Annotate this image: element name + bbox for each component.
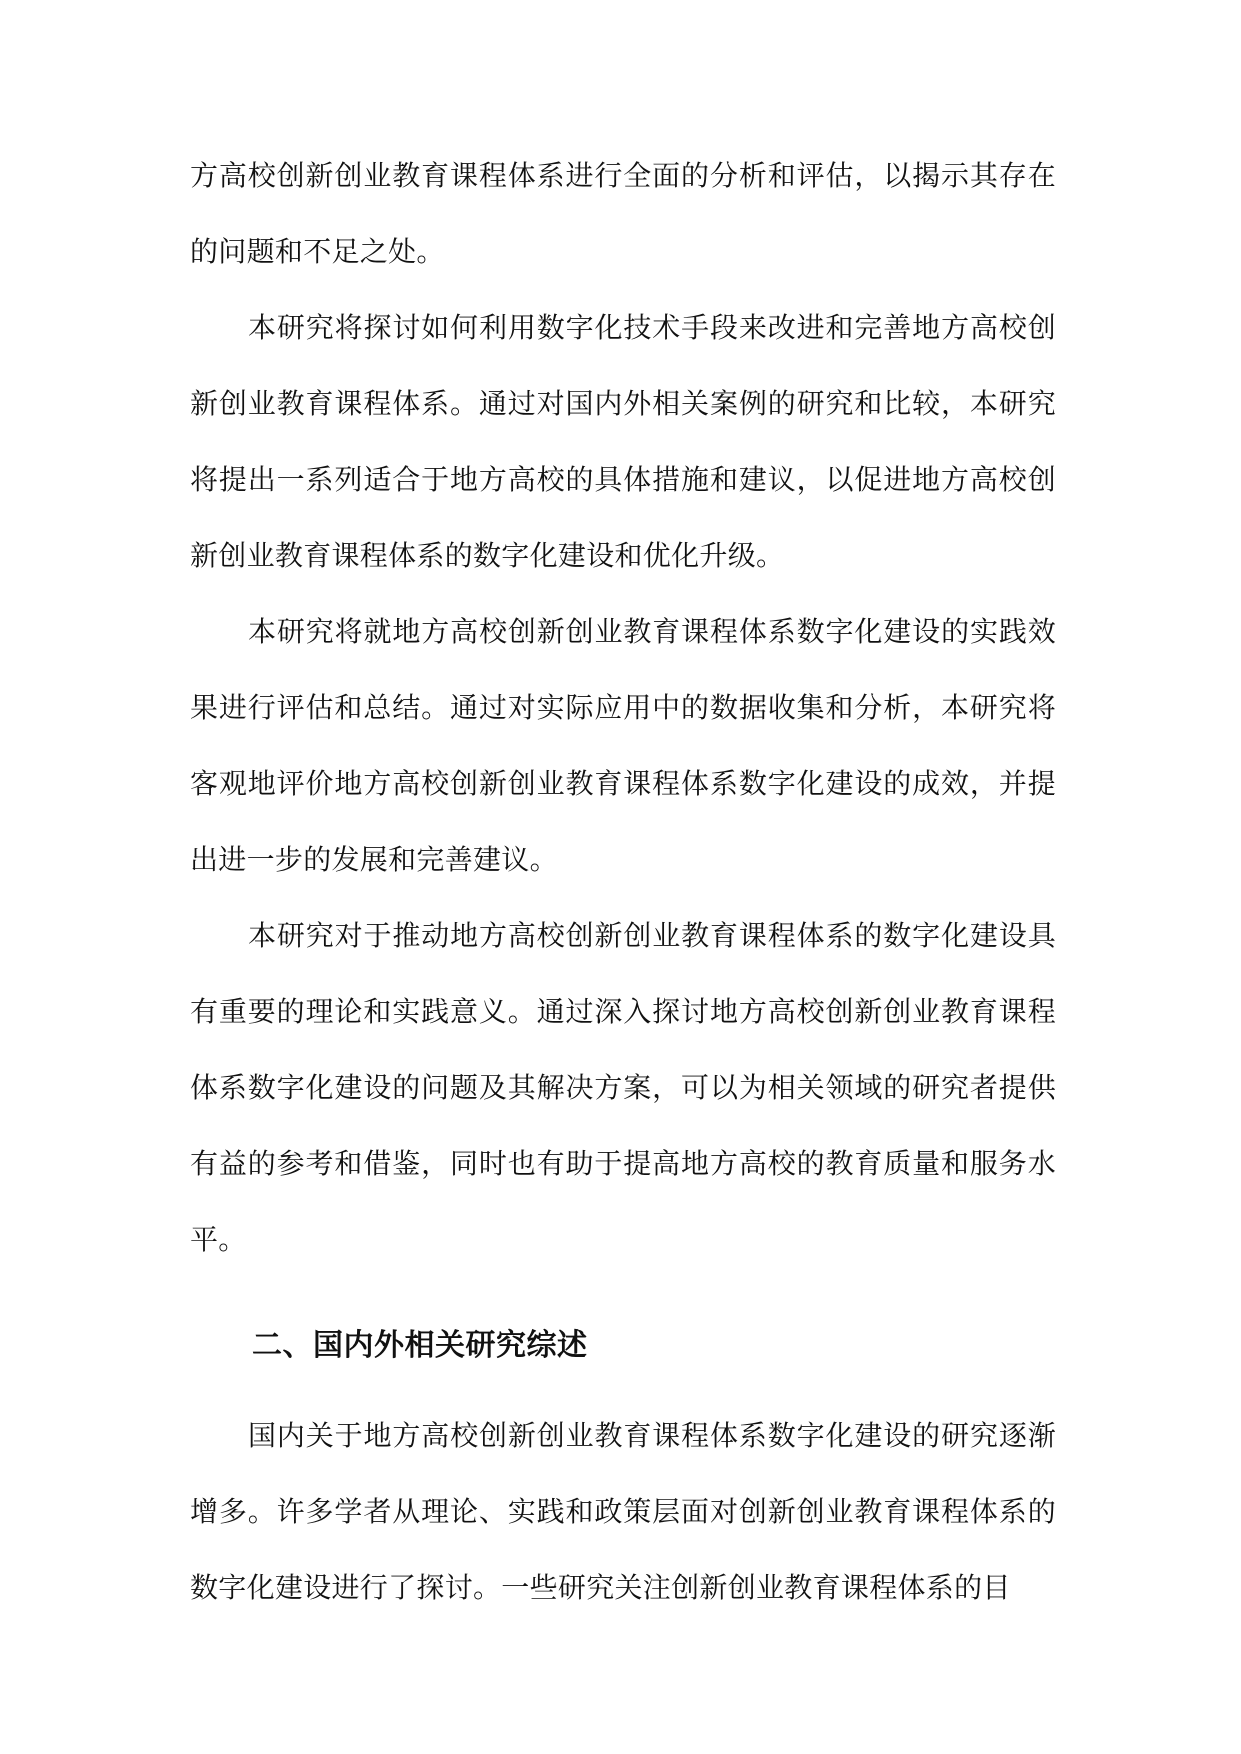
paragraph-2: 本研究将探讨如何利用数字化技术手段来改进和完善地方高校创新创业教育课程体系。通过对国内外相关案例的研究和比较，本研究将提出一系列适合于地方高校的具体措施和建议，以促进地方高校创新创业教育课程体系的数字化建设和优化升级。 [190,311,1056,572]
paragraph-4: 本研究对于推动地方高校创新创业教育课程体系的数字化建设具有重要的理论和实践意义。通过深入探讨地方高校创新创业教育课程体系数字化建设的问题及其解决方案，可以为相关领域的研究者提供有益的参考和借鉴，同时也有助于提高地方高校的教育质量和服务水平。 [190,919,1056,1256]
paragraph-1: 方高校创新创业教育课程体系进行全面的分析和评估，以揭示其存在的问题和不足之处。 [190,159,1056,268]
section-heading: 二、国内外相关研究综述 [252,1328,588,1363]
document-body [190,138,1056,1626]
paragraph-3: 本研究将就地方高校创新创业教育课程体系数字化建设的实践效果进行评估和总结。通过对实际应用中的数据收集和分析，本研究将客观地评价地方高校创新创业教育课程体系数字化建设的成效，并提出进一步的发展和完善建议。 [190,615,1056,876]
paragraph-5: 国内关于地方高校创新创业教育课程体系数字化建设的研究逐渐增多。许多学者从理论、实践和政策层面对创新创业教育课程体系的数字化建设进行了探讨。一些研究关注创新创业教育课程体系的目 [190,1419,1056,1604]
